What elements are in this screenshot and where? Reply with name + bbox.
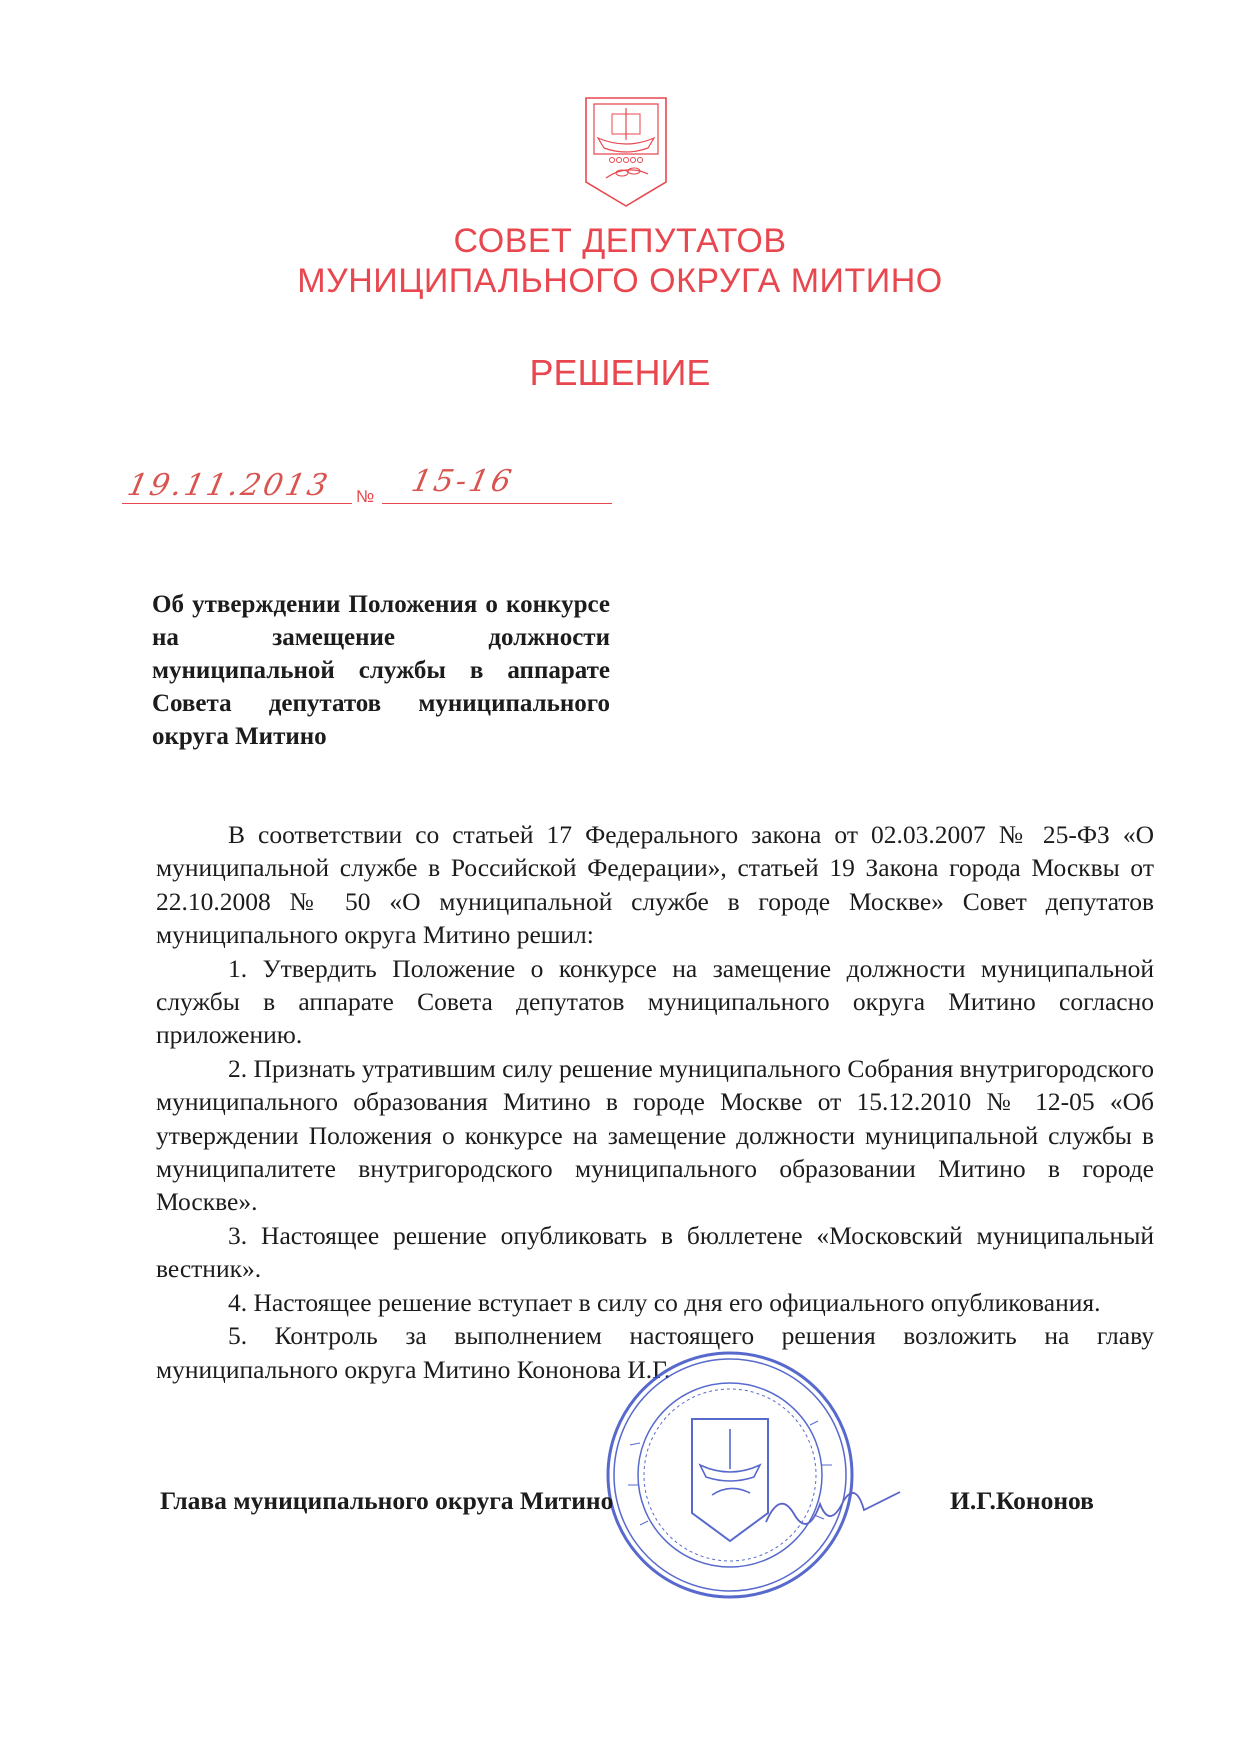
number-underline (382, 503, 612, 504)
document-type: РЕШЕНИЕ (529, 352, 711, 393)
signatory-name: И.Г.Кононов (950, 1486, 1094, 1515)
date-underline (122, 503, 352, 504)
item-5: 5. Контроль за выполнением настоящего решения возложить на главу муниципального округа Митино Кононова И.Г. (156, 1321, 1154, 1384)
org-name-line2: МУНИЦИПАЛЬНОГО ОКРУГА МИТИНО (297, 262, 943, 300)
item-3: 3. Настоящее решение опубликовать в бюллетене «Московский муниципальный вестник». (156, 1220, 1154, 1284)
document-number: 15-16 (408, 464, 518, 499)
document-date: 19.11.2013 (124, 468, 334, 503)
document-subject: Об утверждении Положения о конкурсе на замещение должности муниципальной службы в аппарате Совета депутатов муниципального округа Митино (152, 591, 610, 750)
document-body (156, 818, 1154, 1386)
number-sign: № (356, 487, 375, 506)
preamble: В соответствии со статьей 17 Федерального закона от 02.03.2007 № 25-ФЗ «О муниципальной службе в Российской Федерации», статьей 19 Закона города Москвы от 22.10.2008 № 50 «О муниципальной службе в городе Москве» Совет депутатов муниципального округа Митино решил: (156, 820, 1154, 950)
handwritten-signature-icon (760, 1470, 910, 1540)
org-name-line1: СОВЕТ ДЕПУТАТОВ (453, 222, 787, 260)
item-4: 4. Настоящее решение вступает в силу со дня его официального опубликования. (228, 1287, 1101, 1317)
item-1: 1. Утвердить Положение о конкурсе на замещение должности муниципальной службы в аппарате Совета депутатов муниципального округа Митино согласно приложению. (156, 953, 1154, 1050)
item-2: 2. Признать утратившим силу решение муниципального Собрания внутригородского муниципального образования Митино в городе Москве от 15.12.2010 № 12-05 «Об утверждении Положения о конкурсе на замещение должности муниципальной службы в муниципалитете внутригородского муниципального образовании Митино в городе Москве». (156, 1053, 1154, 1217)
coat-of-arms-icon (582, 94, 670, 210)
signatory-position: Глава муниципального округа Митино (160, 1486, 614, 1515)
